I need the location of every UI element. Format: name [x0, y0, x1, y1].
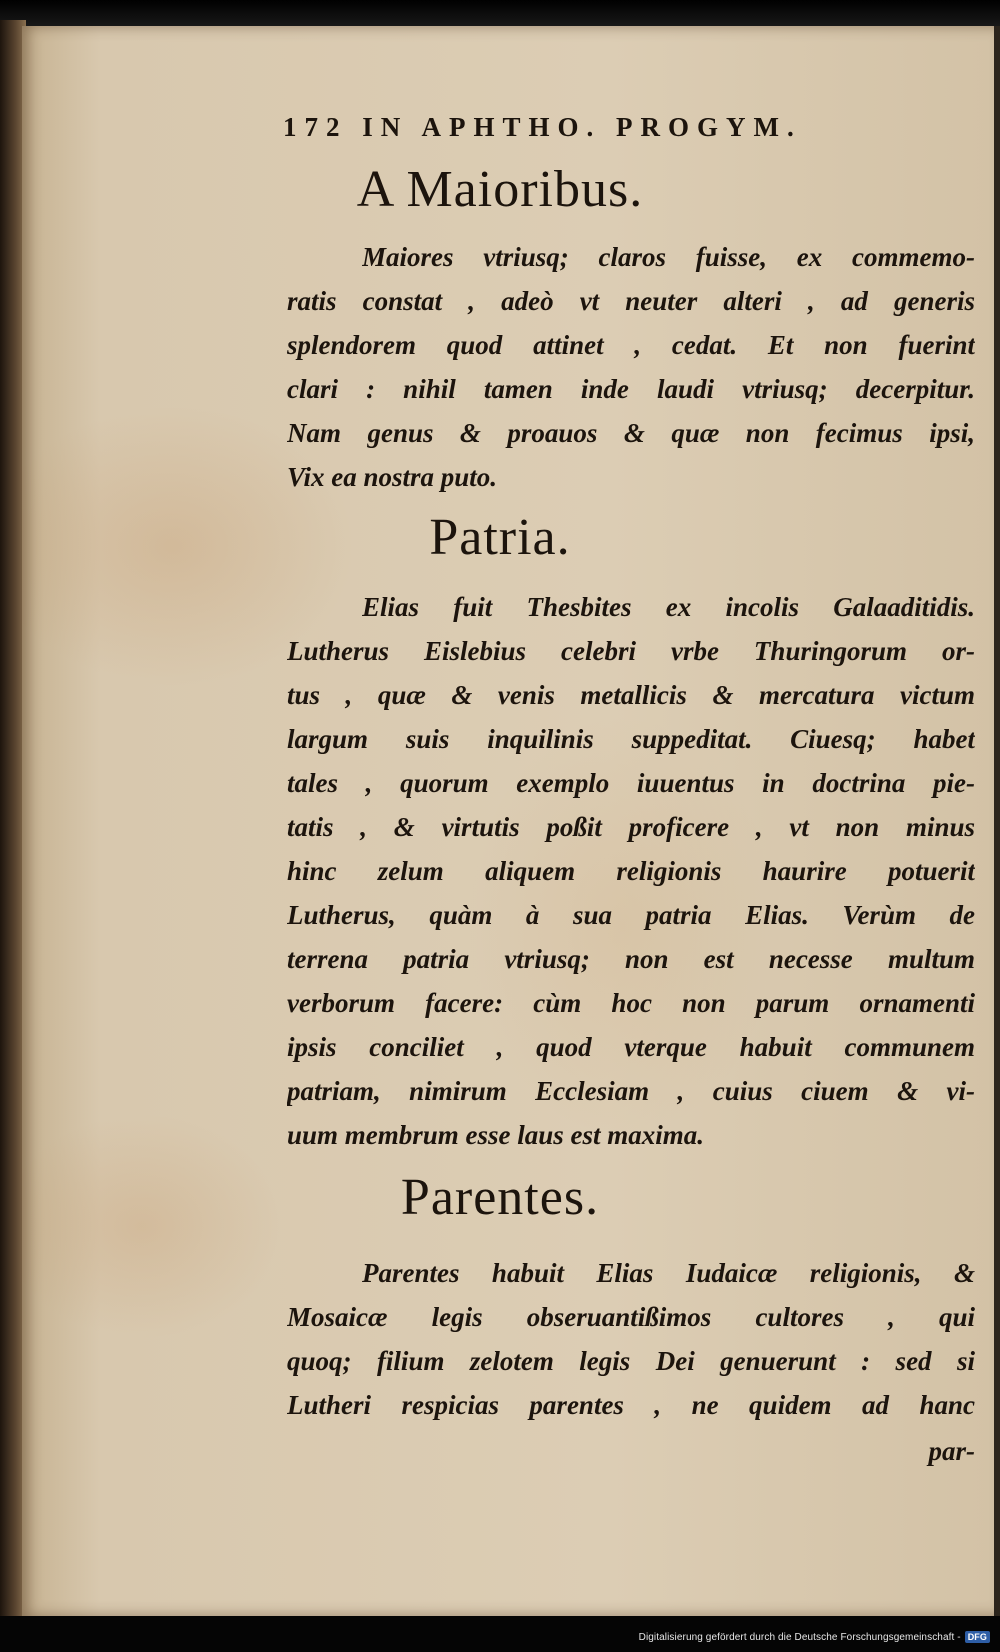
text-line: Elias fuit Thesbites ex incolis Galaaditidis.	[362, 592, 975, 622]
text-line: splendorem quod attinet , cedat. Et non fuerint	[287, 330, 975, 360]
text-line: Vix ea nostra puto.	[287, 462, 498, 492]
text-line: Parentes habuit Elias Iudaicæ religionis, &	[362, 1258, 975, 1288]
section-heading-parentes: Parentes.	[400, 1169, 600, 1226]
text-line: tatis , & virtutis poßit proficere , vt non minus	[287, 812, 975, 842]
text-line: verborum facere: cùm hoc non parum ornamenti	[287, 988, 975, 1018]
text-line: terrena patria vtriusq; non est necesse multum	[287, 944, 975, 974]
catchword: par-	[928, 1436, 975, 1466]
section-heading-patria: Patria.	[429, 509, 571, 566]
text-line: Lutheri respicias parentes , ne quidem ad hanc	[287, 1390, 975, 1420]
scan-right-border	[994, 26, 1000, 1616]
text-line: Mosaicæ legis obseruantißimos cultores , qui	[287, 1302, 975, 1332]
text-line: tales , quorum exemplo iuuentus in doctrina pie-	[287, 768, 975, 798]
text-line: Maiores vtriusq; claros fuisse, ex commemo-	[362, 242, 975, 272]
dfg-logo: DFG	[965, 1631, 990, 1643]
text-line: ratis constat , adeò vt neuter alteri , ad generis	[287, 286, 975, 316]
section-heading-maioribus: A Maioribus.	[356, 161, 644, 218]
text-line: tus , quæ & venis metallicis & mercatura victum	[287, 680, 975, 710]
text-line: hinc zelum aliquem religionis haurire potuerit	[287, 856, 975, 886]
text-line: quoq; filium zelotem legis Dei genuerunt : sed si	[287, 1346, 975, 1376]
text-line: Lutherus, quàm à sua patria Elias. Verùm de	[287, 900, 975, 930]
running-head: 172 IN APHTHO. PROGYM.	[283, 112, 802, 142]
text-line: largum suis inquilinis suppeditat. Ciuesq; habet	[287, 724, 975, 754]
footer-credit	[639, 1631, 990, 1643]
text-line: clari : nihil tamen inde laudi vtriusq; decerpitur.	[287, 374, 975, 404]
text-line: patriam, nimirum Ecclesiam , cuius ciuem & vi-	[287, 1076, 975, 1106]
text-line: Lutherus Eislebius celebri vrbe Thuringorum or-	[287, 636, 975, 666]
footer-credit-text: Digitalisierung gefördert durch die Deutsche Forschungsgemeinschaft -	[638, 1631, 961, 1643]
scan-top-border	[0, 0, 1000, 28]
text-line: ipsis conciliet , quod vterque habuit communem	[287, 1032, 975, 1062]
text-line: uum membrum esse laus est maxima.	[287, 1120, 705, 1150]
text-line: Nam genus & proauos & quæ non fecimus ipsi,	[287, 418, 975, 448]
